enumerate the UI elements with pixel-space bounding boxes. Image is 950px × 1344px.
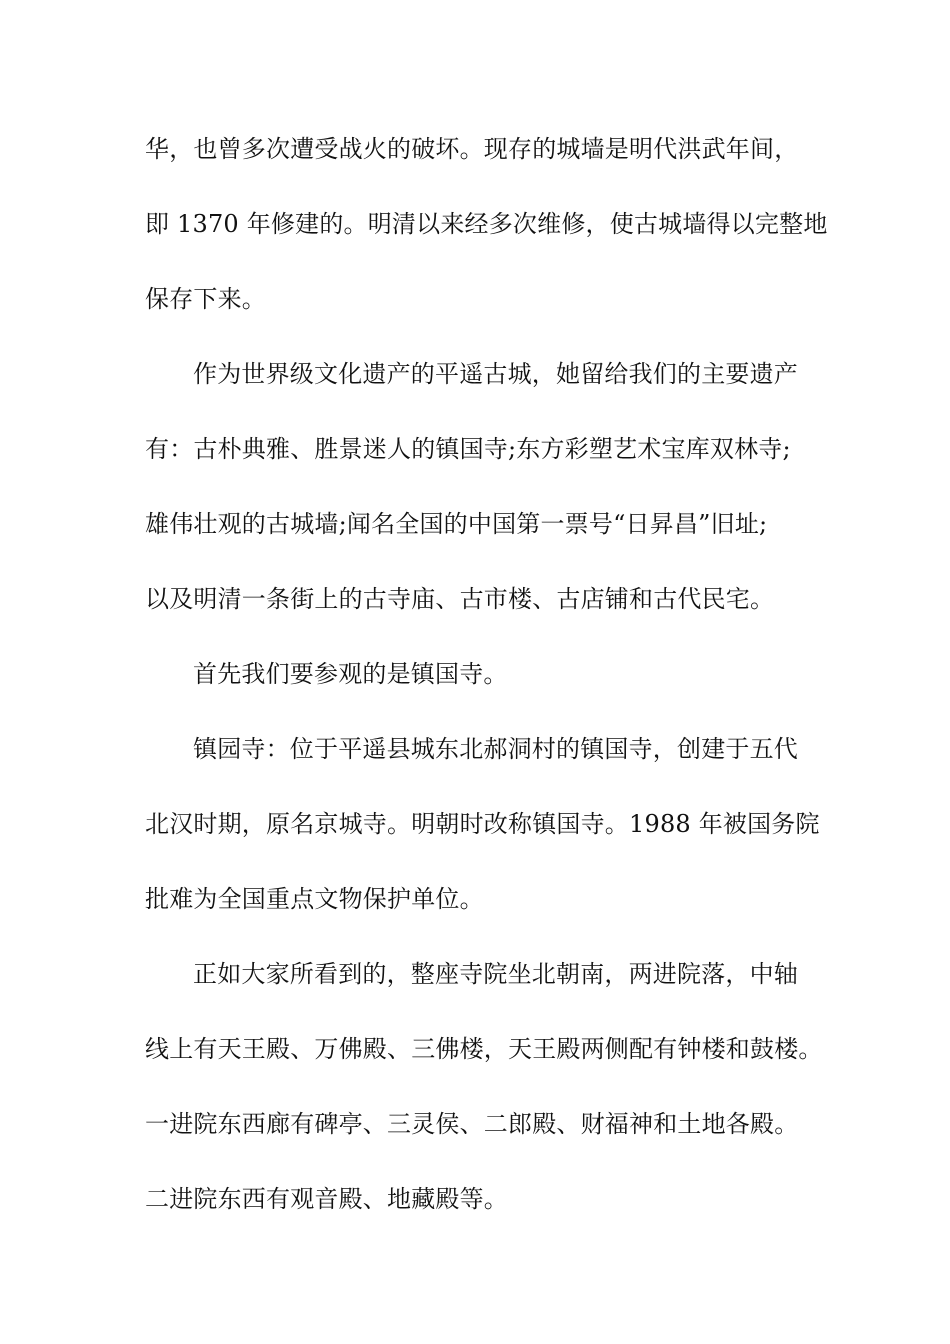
text-line: 以及明清一条街上的古寺庙、古市楼、古店铺和古代民宅。 — [145, 585, 775, 613]
paragraph-start: 首先我们要参观的是镇国寺。 — [193, 660, 508, 688]
text-line: 二进院东西有观音殿、地藏殿等。 — [145, 1185, 508, 1213]
paragraph-start: 镇园寺：位于平遥县城东北郝洞村的镇国寺，创建于五代 — [193, 735, 798, 763]
text-line: 线上有天王殿、万佛殿、三佛楼，天王殿两侧配有钟楼和鼓楼。 — [145, 1035, 823, 1063]
text-line: 有：古朴典雅、胜景迷人的镇国寺;东方彩塑艺术宝库双林寺; — [145, 435, 791, 463]
text-line: 批难为全国重点文物保护单位。 — [145, 885, 484, 913]
text-line: 一进院东西廊有碑亭、三灵侯、二郎殿、财福神和土地各殿。 — [145, 1110, 799, 1138]
text-line: 北汉时期，原名京城寺。明朝时改称镇国寺。1988 年被国务院 — [145, 810, 820, 838]
text-line: 雄伟壮观的古城墙;闻名全国的中国第一票号“日昇昌”旧址; — [145, 510, 768, 538]
paragraph-start: 作为世界级文化遗产的平遥古城，她留给我们的主要遗产 — [193, 360, 798, 388]
text-line: 保存下来。 — [145, 285, 266, 313]
text-line: 华，也曾多次遭受战火的破坏。现存的城墙是明代洪武年间， — [145, 135, 799, 163]
paragraph-start: 正如大家所看到的，整座寺院坐北朝南，两进院落，中轴 — [193, 960, 798, 988]
text-line: 即 1370 年修建的。明清以来经多次维修，使古城墙得以完整地 — [145, 210, 828, 238]
